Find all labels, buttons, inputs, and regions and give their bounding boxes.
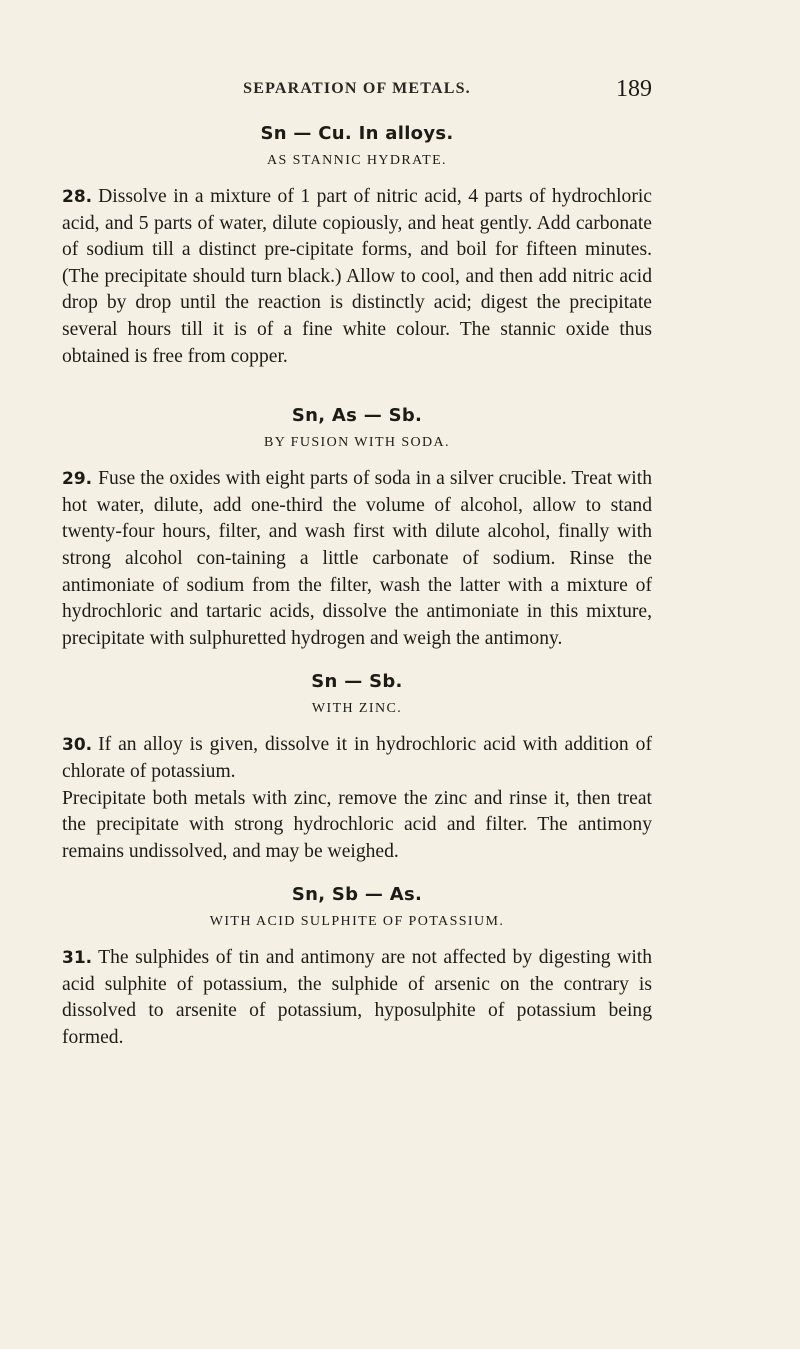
section-sn-sb xyxy=(62,666,652,865)
paragraph-number: 31. xyxy=(62,948,93,969)
paragraph-30 xyxy=(62,732,652,785)
paragraph-text: The sulphides of tin and antimony are not affected by digesting with acid sulphite of potassium, the sulphide of arsenic on the contrary is dissolved to arsenite of potassium, hyposulphite of potassium being formed. xyxy=(62,947,652,1049)
section-subtitle: BY FUSION WITH SODA. xyxy=(264,435,450,451)
paragraph-number: 30. xyxy=(62,735,93,756)
section-title: Sn — Cu. In alloys. xyxy=(260,123,454,144)
section-title: Sn, Sb — As. xyxy=(291,884,423,906)
section-subtitle: AS STANNIC HYDRATE. xyxy=(267,153,447,168)
paragraph-number: 28. xyxy=(62,187,93,207)
section-sn-sb-as xyxy=(62,879,652,1051)
paragraph-text: If an alloy is given, dissolve it in hydrochloric acid with addition of chlorate of potassium. xyxy=(62,734,652,782)
paragraph-28 xyxy=(62,184,652,370)
paragraph-text: Dissolve in a mixture of 1 part of nitric acid, 4 parts of hydrochloric acid, and 5 parts of water, dilute copiously, and heat gently. Add carbonate of sodium till a distinct pre-cipitate forms, and boil for fifteen minutes. (The precipitate should turn black.) Allow to cool, and then add nitric acid drop by drop until the reaction is distinctly acid; digest the precipitate several hours till it is of a fine white colour. The stannic oxide thus obtained is free from copper. xyxy=(62,186,652,367)
section-sn-as-sb xyxy=(62,400,652,652)
page-content xyxy=(62,118,652,1052)
paragraph-30-continued: Precipitate both metals with zinc, remove the zinc and rinse it, then treat the precipitate with strong hydrochloric acid and filter. The antimony remains undissolved, and may be weighed. xyxy=(62,787,652,862)
section-subtitle: WITH ZINC. xyxy=(311,701,403,717)
paragraph-text: Fuse the oxides with eight parts of soda in a silver crucible. Treat with hot water, dilute, add one-third the volume of alcohol, allow to stand twenty-four hours, filter, and wash first with dilute alcohol, finally with strong alcohol con-taining a little carbonate of sodium. Rinse the antimoniate of sodium from the filter, wash the latter with a mixture of hydrochloric and tartaric acids, dissolve the antimoniate in this mixture, precipitate with sulphuretted hydrogen and weigh the antimony. xyxy=(62,468,652,649)
paragraph-29 xyxy=(62,466,652,652)
section-title: Sn — Sb. xyxy=(311,671,403,693)
section-sn-cu xyxy=(62,118,652,370)
section-subtitle: WITH ACID SULPHITE OF POTASSIUM. xyxy=(209,914,505,930)
section-title: Sn, As — Sb. xyxy=(291,405,423,427)
running-head xyxy=(62,76,652,102)
running-title: SEPARATION OF METALS. xyxy=(243,80,471,97)
paragraph-31 xyxy=(62,945,652,1051)
paragraph-number: 29. xyxy=(62,469,93,490)
page-number: 189 xyxy=(616,76,652,102)
